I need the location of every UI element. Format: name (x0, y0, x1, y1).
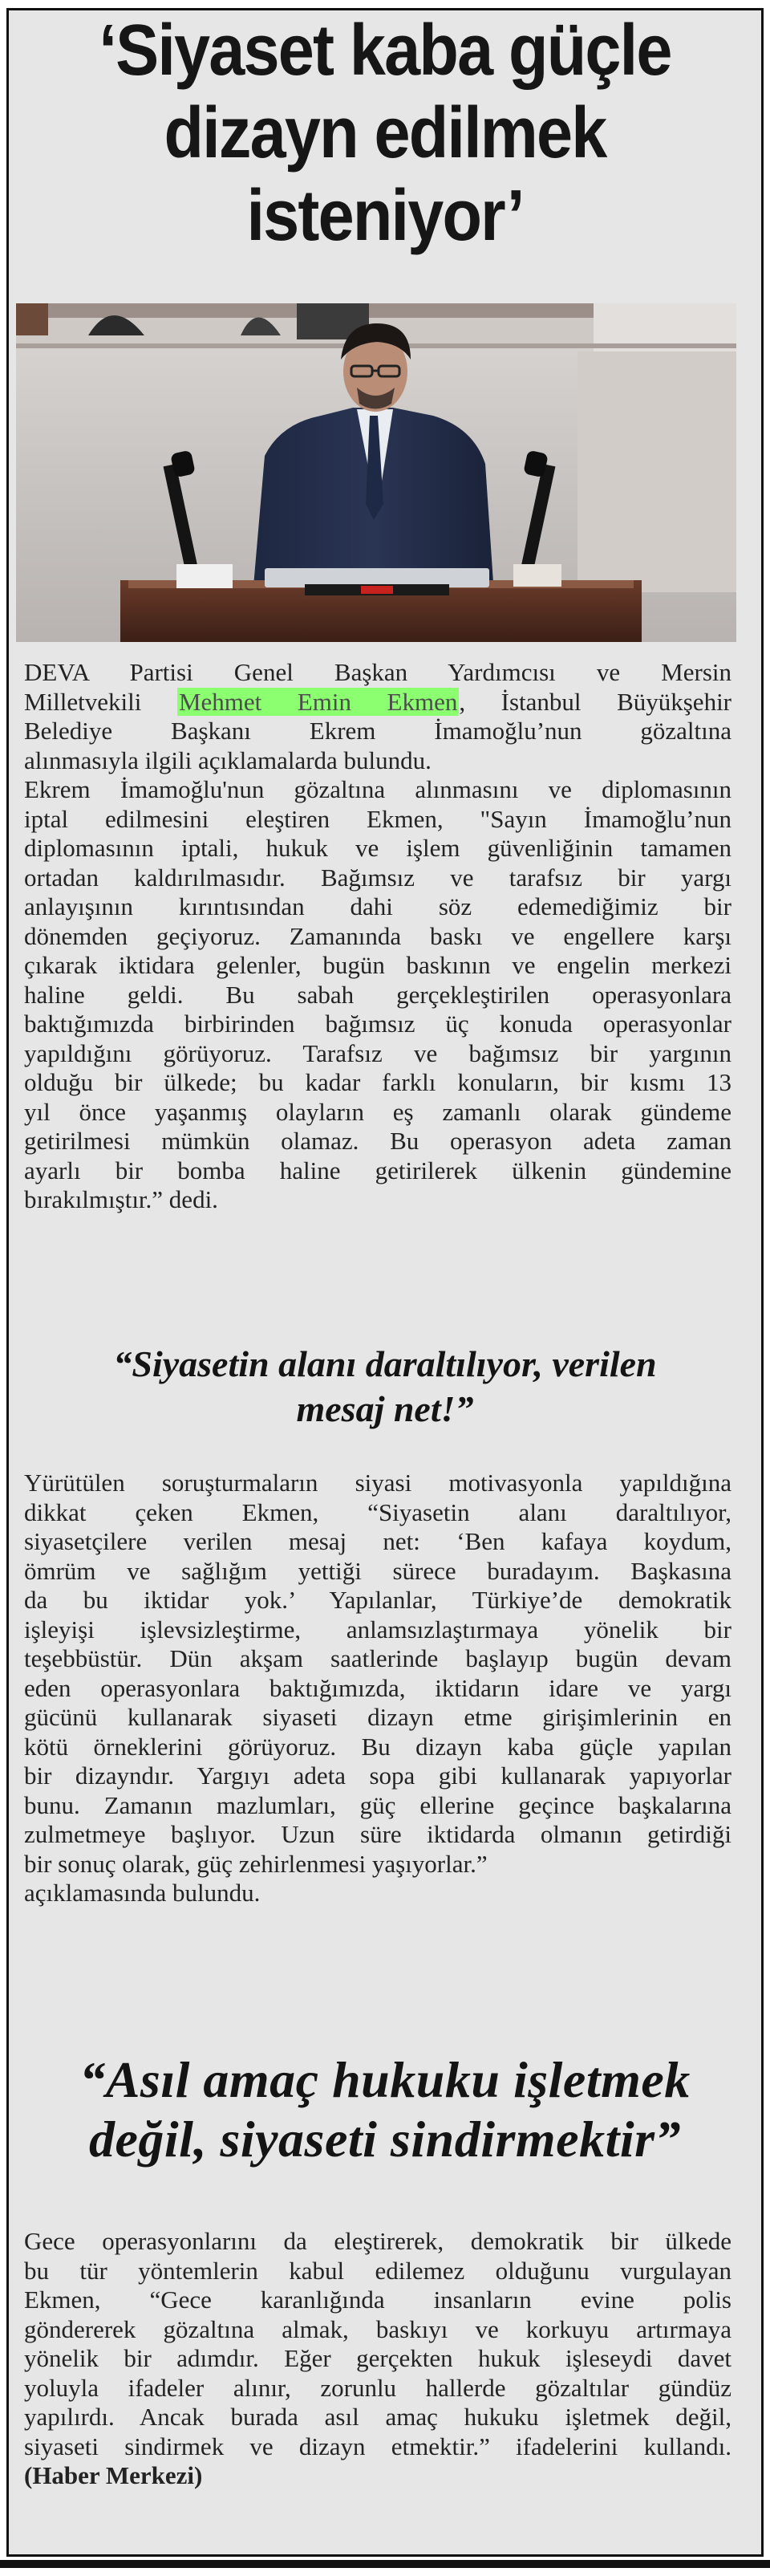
politician-at-podium-photo (16, 303, 736, 642)
text-line: kötü örneklerini görüyoruz. Bu dizayn kaba güçle yapılan (24, 1732, 732, 1761)
text-line: yoluyla ifadeler alınır, zorunlu hallerde gözaltılar gündüz (24, 2373, 732, 2402)
text-line (24, 688, 732, 717)
text-line: eden operasyonlara baktığımızda, iktidarın idare ve yargı (24, 1673, 732, 1702)
subheading-line: değil, siyaseti sindirmektir” (88, 2111, 682, 2168)
text-line: zulmetmeye başlıyor. Uzun süre iktidarda olmanın getirdiği (24, 1820, 732, 1848)
text-fragment: , İstanbul Büyükşehir (459, 687, 732, 716)
text-line: açıklamasında bulundu. (24, 1879, 261, 1907)
headline-line: dizayn edilmek (164, 93, 606, 173)
headline-line: isteniyor’ (246, 176, 524, 256)
text-fragment: Milletvekili (24, 687, 177, 716)
text-line: Belediye Başkanı Ekrem İmamoğlu’nun gözaltına (24, 717, 732, 745)
text-line: da bu iktidar yok.’ Yapılanlar, Türkiye’de demokratik (24, 1586, 732, 1614)
bottom-rule (0, 2560, 770, 2568)
text-line: baktığımızda birbirinden bağımsız üç konuda operasyonlar (24, 1010, 732, 1038)
text-line: çıkarak iktidara gelenler, bugün baskının ve engelin merkezi (24, 951, 732, 979)
text-line: ortadan kaldırılmasıdır. Bağımsız ve tarafsız bir yargı (24, 863, 732, 892)
text-line: ömrüm ve sağlığım yettiği sürece buradayım. Başkasına (24, 1556, 732, 1585)
text-line: teşebbüstür. Dün akşam saatlerinde başlayıp bugün devam (24, 1644, 732, 1672)
text-line: diplomasının iptali, hukuk ve işlem güvenliğinin tamamen (24, 834, 732, 862)
paragraph-2 (24, 1469, 732, 1908)
text-line: gücünü kullanarak siyaseti dizayn etme girişimlerinin en (24, 1703, 732, 1731)
subheading-2 (0, 2050, 770, 2169)
headline (38, 10, 732, 258)
text-line: olduğu bir ülkede; bu kadar farklı konuların, bir kısmı 13 (24, 1068, 732, 1096)
subheading-line: “Asıl amaç hukuku işletmek (79, 2051, 691, 2108)
subheading-line: “Siyasetin alanı daraltılıyor, verilen (113, 1343, 657, 1384)
text-line: iptal edilmesini eleştiren Ekmen, "Sayın İmamoğlu’nun (24, 804, 732, 833)
text-line: bir dizayndır. Yargıyı adeta sopa gibi kullanarak yapıyorlar (24, 1761, 732, 1790)
byline: (Haber Merkezi) (24, 2461, 203, 2489)
text-line: ayarlı bir bomba haline getirilerek ülkenin gündemine (24, 1156, 732, 1184)
text-line: bu tür yöntemlerin kabul edilemez olduğunu vurgulayan (24, 2256, 732, 2285)
intro-paragraph (24, 658, 732, 775)
text-line: yönelik bir adımdır. Eğer gerçekten hukuk işleseydi davet (24, 2344, 732, 2372)
text-line: siyaseti sindirmek ve dizayn etmektir.” ifadelerini kullandı. (24, 2432, 732, 2460)
text-line: dönemden geçiyoruz. Zamanında baskı ve engellere karşı (24, 921, 732, 950)
subheading-line: mesaj net!” (296, 1388, 474, 1429)
paragraph-3 (24, 2227, 732, 2491)
highlighted-name: Mehmet Emin Ekmen (178, 687, 458, 716)
headline-line: ‘Siyaset kaba güçle (99, 10, 671, 91)
text-line: Yürütülen soruşturmaların siyasi motivasyonla yapıldığına (24, 1469, 732, 1497)
text-line: Ekrem İmamoğlu'nun gözaltına alınmasını ve diplomasının (24, 775, 732, 803)
text-line: siyasetçilere verilen mesaj net: ‘Ben kafaya koydum, (24, 1527, 732, 1555)
text-line: işleyişi işlevsizleştirme, anlamsızlaştırmaya yönelik bir (24, 1615, 732, 1644)
article-photo (16, 303, 736, 642)
text-line: bırakılmıştır.” dedi. (24, 1185, 218, 1213)
text-line: yapıldığını görüyoruz. Tarafsız ve bağımsız bir yargının (24, 1038, 732, 1067)
text-line: Gece operasyonlarını da eleştirerek, demokratik bir ülkede (24, 2227, 732, 2255)
text-line: getirilmesi mümkün olamaz. Bu operasyon adeta zaman (24, 1127, 732, 1155)
paragraph-1 (24, 775, 732, 1215)
text-line: yıl önce yaşanmış olayların eş zamanlı olarak gündeme (24, 1097, 732, 1126)
text-line: alınmasıyla ilgili açıklamalarda bulundu. (24, 746, 432, 774)
text-line: Ekmen, “Gece karanlığında insanların evine polis (24, 2285, 732, 2314)
text-line: anlayışının kırıntısından dahi söz edemediğimiz bir (24, 892, 732, 920)
subheading-1 (0, 1342, 770, 1432)
text-line: yapılırdı. Ancak burada asıl amaç hukuku işletmek değil, (24, 2403, 732, 2431)
text-line: göndererek gözaltına almak, baskıyı ve korkuyu artırmaya (24, 2314, 732, 2343)
text-line: bunu. Zamanın mazlumları, güç ellerine geçince başkalarına (24, 1790, 732, 1819)
text-line: haline geldi. Bu sabah gerçekleştirilen operasyonlara (24, 980, 732, 1009)
text-line: dikkat çeken Ekmen, “Siyasetin alanı daraltılıyor, (24, 1497, 732, 1526)
text-line: DEVA Partisi Genel Başkan Yardımcısı ve Mersin (24, 658, 732, 686)
text-line: bir sonuç olarak, güç zehirlenmesi yaşıyorlar.” (24, 1849, 488, 1878)
